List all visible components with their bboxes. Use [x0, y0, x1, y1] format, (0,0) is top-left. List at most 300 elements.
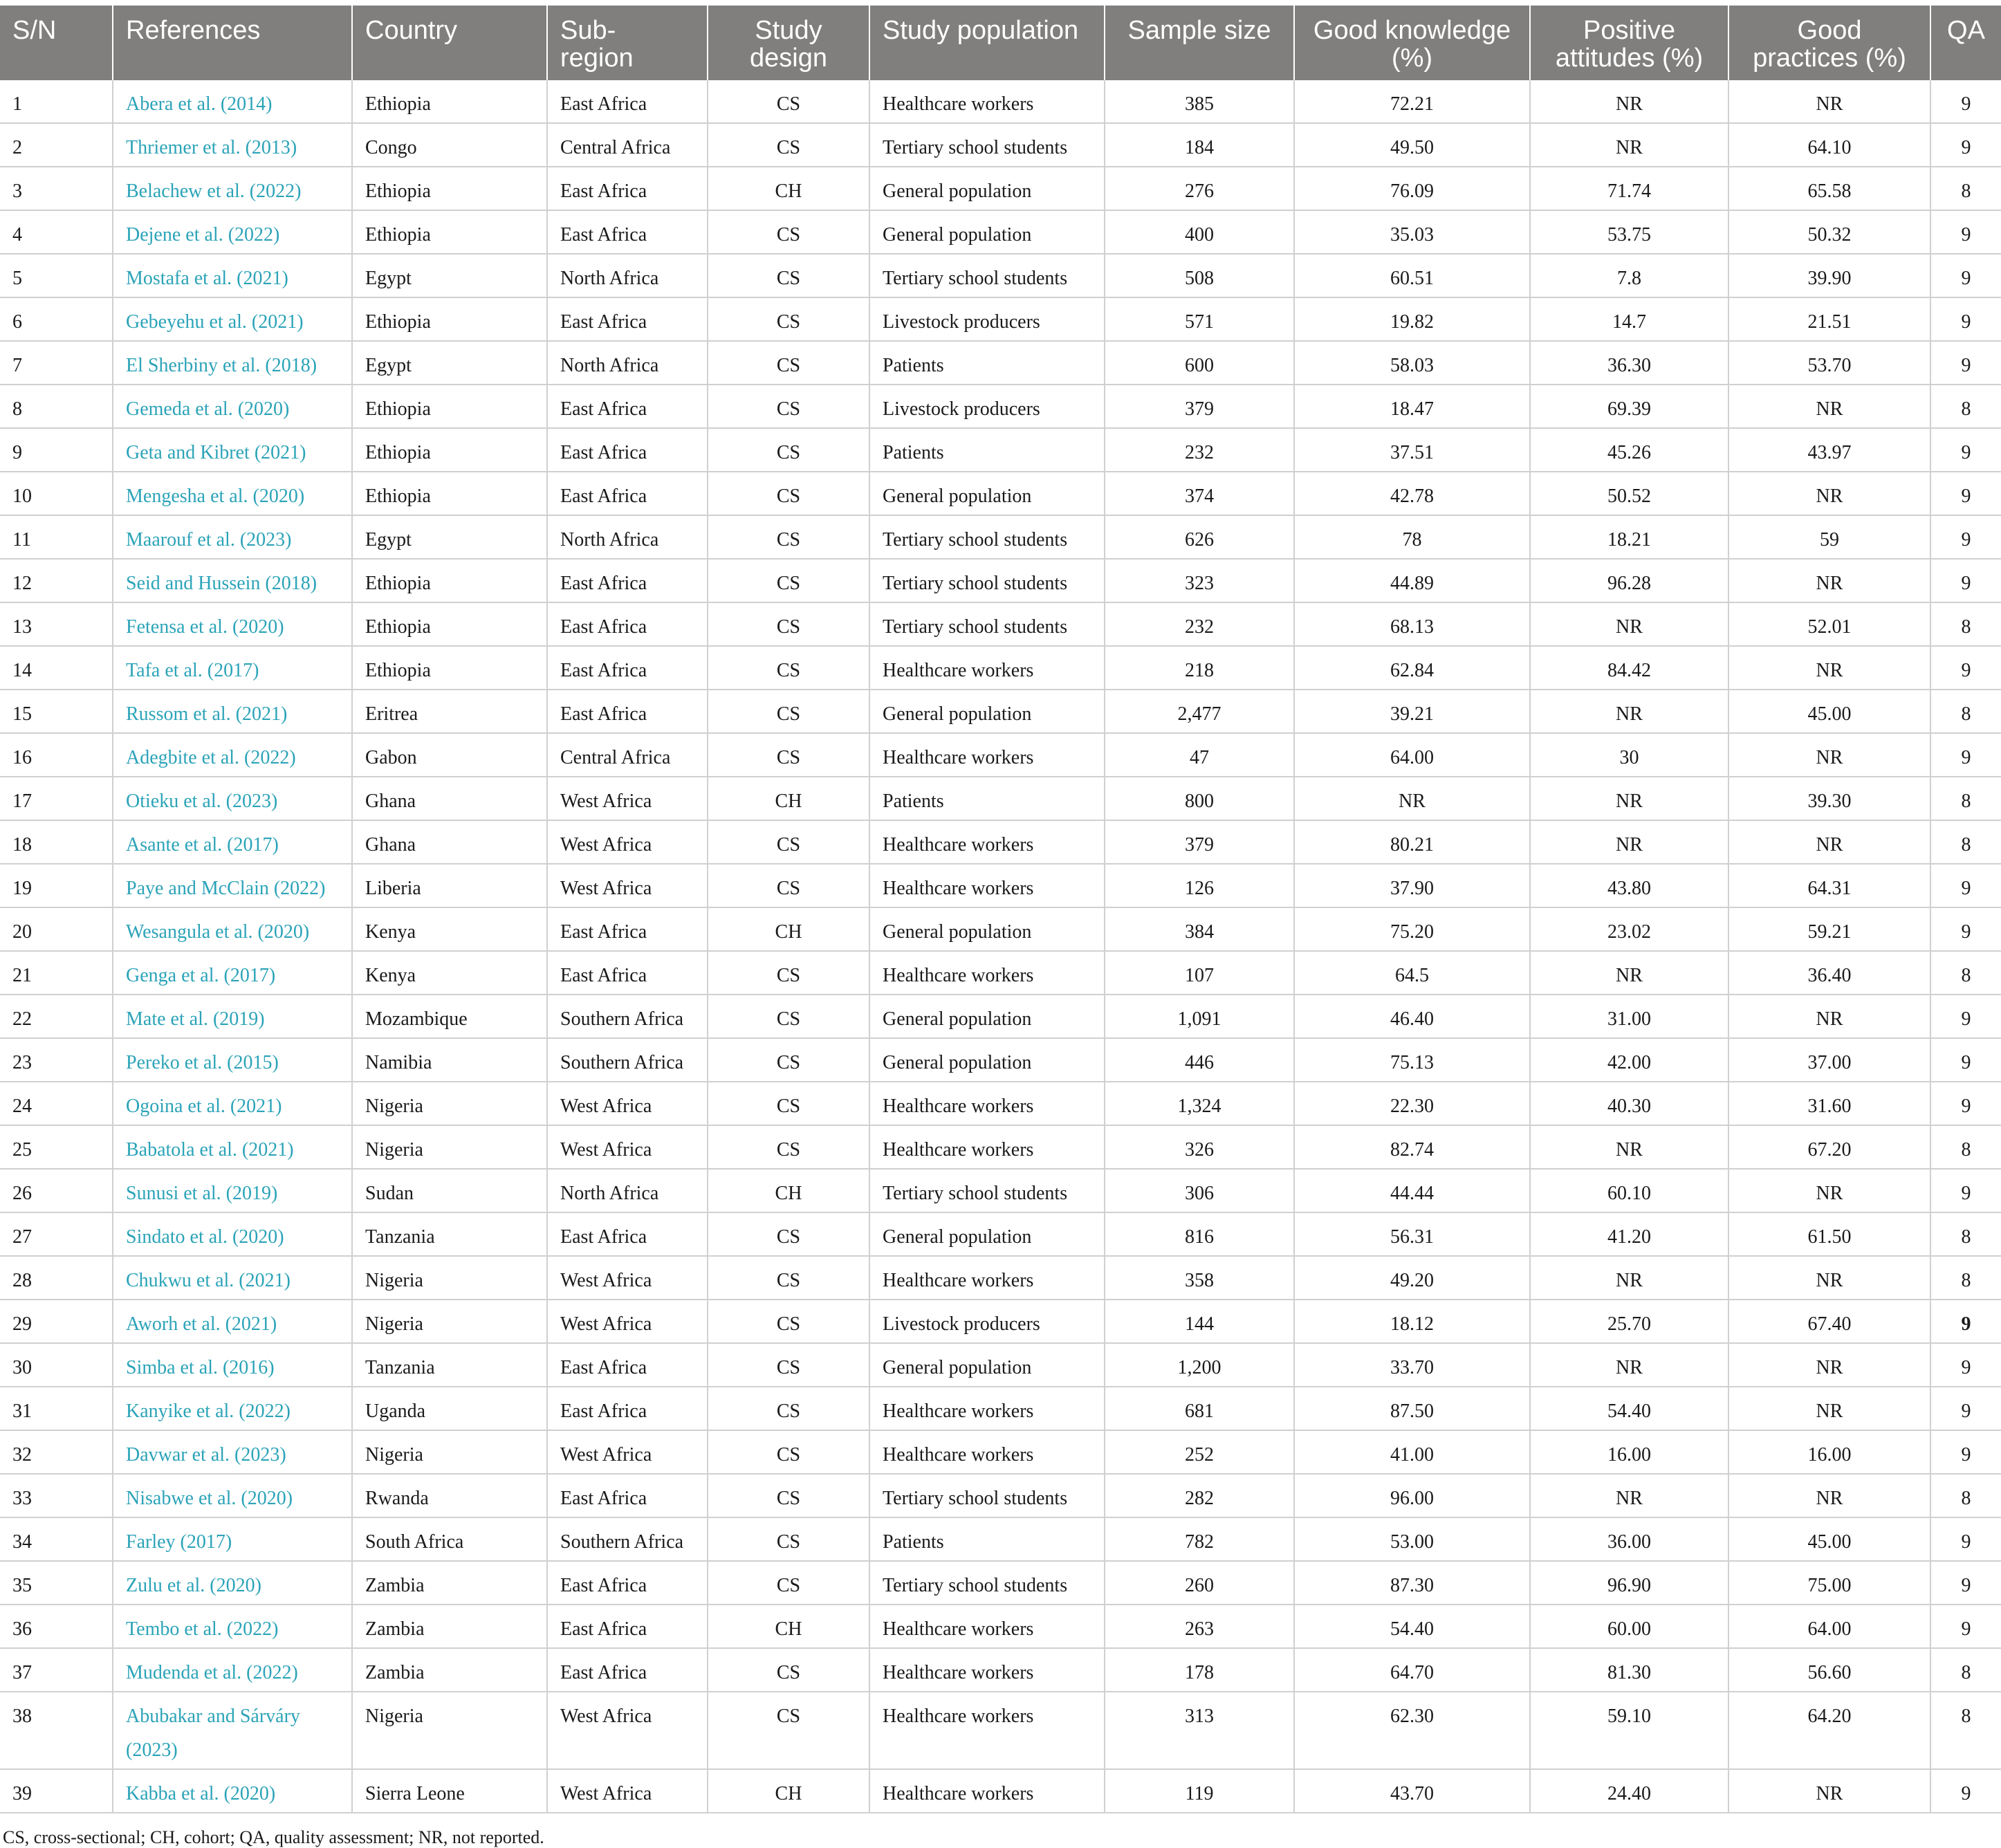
cell-good-practices: 50.32 — [1728, 210, 1930, 254]
cell-qa: 9 — [1930, 80, 2001, 123]
cell-sample-size: 384 — [1105, 907, 1294, 951]
cell-reference[interactable]: Simba et al. (2016) — [113, 1343, 352, 1387]
cell-qa: 8 — [1930, 1256, 2001, 1300]
cell-country: Sierra Leone — [352, 1769, 547, 1813]
cell-country: Sudan — [352, 1169, 547, 1212]
cell-reference[interactable]: Babatola et al. (2021) — [113, 1125, 352, 1169]
cell-sub-region: East Africa — [547, 1474, 708, 1517]
cell-study-population: General population — [869, 1038, 1105, 1082]
cell-study-design: CS — [708, 1648, 869, 1692]
cell-reference[interactable]: El Sherbiny et al. (2018) — [113, 341, 352, 385]
cell-reference[interactable]: Fetensa et al. (2020) — [113, 602, 352, 646]
cell-qa: 9 — [1930, 428, 2001, 472]
cell-qa: 8 — [1930, 1212, 2001, 1256]
table-row — [0, 733, 2001, 777]
cell-sn: 10 — [0, 472, 113, 515]
cell-study-population: Patients — [869, 1517, 1105, 1561]
cell-good-knowledge: 64.5 — [1294, 951, 1530, 995]
cell-reference[interactable]: Tafa et al. (2017) — [113, 646, 352, 690]
cell-sub-region: East Africa — [547, 646, 708, 690]
cell-country: Nigeria — [352, 1692, 547, 1769]
cell-positive-attitudes: 14.7 — [1530, 297, 1728, 341]
cell-reference[interactable]: Gebeyehu et al. (2021) — [113, 297, 352, 341]
cell-study-design: CS — [708, 1692, 869, 1769]
cell-country: Gabon — [352, 733, 547, 777]
cell-sub-region: West Africa — [547, 1082, 708, 1125]
table-body — [0, 80, 2001, 1813]
cell-reference[interactable]: Kanyike et al. (2022) — [113, 1387, 352, 1430]
cell-study-population: Tertiary school students — [869, 254, 1105, 297]
cell-reference[interactable]: Dejene et al. (2022) — [113, 210, 352, 254]
cell-good-knowledge: 68.13 — [1294, 602, 1530, 646]
cell-study-design: CS — [708, 1212, 869, 1256]
cell-study-design: CS — [708, 385, 869, 428]
cell-study-population: Healthcare workers — [869, 1648, 1105, 1692]
cell-sn: 11 — [0, 515, 113, 559]
cell-study-population: Healthcare workers — [869, 1256, 1105, 1300]
cell-positive-attitudes: 60.10 — [1530, 1169, 1728, 1212]
cell-sample-size: 184 — [1105, 123, 1294, 167]
cell-positive-attitudes: NR — [1530, 123, 1728, 167]
cell-reference[interactable]: Aworh et al. (2021) — [113, 1300, 352, 1343]
cell-study-population: General population — [869, 210, 1105, 254]
cell-study-design: CS — [708, 995, 869, 1038]
table-row — [0, 1343, 2001, 1387]
cell-reference[interactable]: Russom et al. (2021) — [113, 690, 352, 733]
cell-sub-region: East Africa — [547, 297, 708, 341]
cell-reference[interactable]: Pereko et al. (2015) — [113, 1038, 352, 1082]
cell-positive-attitudes: NR — [1530, 820, 1728, 864]
cell-country: Namibia — [352, 1038, 547, 1082]
cell-sn: 32 — [0, 1430, 113, 1474]
table-row — [0, 385, 2001, 428]
table-row — [0, 864, 2001, 907]
cell-good-knowledge: 33.70 — [1294, 1343, 1530, 1387]
cell-positive-attitudes: NR — [1530, 1343, 1728, 1387]
cell-sn: 26 — [0, 1169, 113, 1212]
cell-qa: 8 — [1930, 1648, 2001, 1692]
cell-study-design: CS — [708, 297, 869, 341]
cell-sn: 33 — [0, 1474, 113, 1517]
cell-positive-attitudes: 81.30 — [1530, 1648, 1728, 1692]
cell-good-practices: 64.00 — [1728, 1605, 1930, 1648]
cell-sub-region: East Africa — [547, 602, 708, 646]
table-row — [0, 1169, 2001, 1212]
cell-country: Egypt — [352, 515, 547, 559]
cell-country: Nigeria — [352, 1082, 547, 1125]
cell-sample-size: 800 — [1105, 777, 1294, 820]
cell-reference[interactable]: Paye and McClain (2022) — [113, 864, 352, 907]
cell-study-design: CS — [708, 733, 869, 777]
cell-sample-size: 600 — [1105, 341, 1294, 385]
cell-positive-attitudes: NR — [1530, 1256, 1728, 1300]
cell-study-population: Patients — [869, 341, 1105, 385]
table-footnote: CS, cross-sectional; CH, cohort; QA, quality assessment; NR, not reported. — [3, 1827, 544, 1847]
cell-sample-size: 47 — [1105, 733, 1294, 777]
cell-reference[interactable]: Ogoina et al. (2021) — [113, 1082, 352, 1125]
cell-good-knowledge: 53.00 — [1294, 1517, 1530, 1561]
cell-sn: 25 — [0, 1125, 113, 1169]
cell-good-practices: NR — [1728, 995, 1930, 1038]
cell-good-knowledge: 82.74 — [1294, 1125, 1530, 1169]
header-good-practices: Good practices (%) — [1728, 6, 1930, 80]
cell-good-knowledge: 87.50 — [1294, 1387, 1530, 1430]
cell-positive-attitudes: 96.90 — [1530, 1561, 1728, 1605]
cell-positive-attitudes: 50.52 — [1530, 472, 1728, 515]
cell-qa: 9 — [1930, 1769, 2001, 1813]
cell-study-design: CH — [708, 167, 869, 210]
cell-good-practices: 31.60 — [1728, 1082, 1930, 1125]
cell-good-knowledge: 54.40 — [1294, 1605, 1530, 1648]
cell-study-design: CS — [708, 951, 869, 995]
cell-sub-region: West Africa — [547, 1692, 708, 1769]
table-row — [0, 515, 2001, 559]
cell-qa: 9 — [1930, 1300, 2001, 1343]
cell-country: Egypt — [352, 341, 547, 385]
cell-study-design: CS — [708, 690, 869, 733]
cell-sample-size: 232 — [1105, 428, 1294, 472]
header-good-knowledge: Good knowledge (%) — [1294, 6, 1530, 80]
cell-sample-size: 232 — [1105, 602, 1294, 646]
cell-study-population: Tertiary school students — [869, 1169, 1105, 1212]
cell-study-design: CS — [708, 1430, 869, 1474]
cell-sub-region: West Africa — [547, 1256, 708, 1300]
cell-country: Kenya — [352, 951, 547, 995]
cell-study-population: Tertiary school students — [869, 1474, 1105, 1517]
cell-sn: 15 — [0, 690, 113, 733]
cell-positive-attitudes: 18.21 — [1530, 515, 1728, 559]
cell-good-knowledge: 75.20 — [1294, 907, 1530, 951]
cell-good-knowledge: 37.90 — [1294, 864, 1530, 907]
cell-sub-region: North Africa — [547, 254, 708, 297]
cell-country: Congo — [352, 123, 547, 167]
cell-good-practices: NR — [1728, 80, 1930, 123]
cell-good-practices: NR — [1728, 646, 1930, 690]
cell-reference[interactable]: Abera et al. (2014) — [113, 80, 352, 123]
table-row — [0, 1082, 2001, 1125]
cell-country: Ghana — [352, 777, 547, 820]
cell-good-knowledge: 96.00 — [1294, 1474, 1530, 1517]
cell-sub-region: West Africa — [547, 1300, 708, 1343]
cell-reference[interactable]: Mate et al. (2019) — [113, 995, 352, 1038]
cell-sample-size: 681 — [1105, 1387, 1294, 1430]
cell-country: Nigeria — [352, 1256, 547, 1300]
cell-sn: 3 — [0, 167, 113, 210]
cell-country: Uganda — [352, 1387, 547, 1430]
table-row — [0, 907, 2001, 951]
cell-reference[interactable]: Gemeda et al. (2020) — [113, 385, 352, 428]
cell-study-population: Tertiary school students — [869, 123, 1105, 167]
cell-country: Ethiopia — [352, 559, 547, 602]
cell-reference[interactable]: Farley (2017) — [113, 1517, 352, 1561]
cell-positive-attitudes: 60.00 — [1530, 1605, 1728, 1648]
cell-positive-attitudes: 23.02 — [1530, 907, 1728, 951]
cell-positive-attitudes: 96.28 — [1530, 559, 1728, 602]
cell-good-knowledge: 35.03 — [1294, 210, 1530, 254]
cell-study-design: CS — [708, 602, 869, 646]
cell-sn: 20 — [0, 907, 113, 951]
cell-country: Ghana — [352, 820, 547, 864]
cell-sub-region: North Africa — [547, 515, 708, 559]
cell-study-population: Healthcare workers — [869, 1125, 1105, 1169]
cell-qa: 8 — [1930, 167, 2001, 210]
cell-country: Zambia — [352, 1648, 547, 1692]
cell-reference[interactable]: Maarouf et al. (2023) — [113, 515, 352, 559]
cell-country: Ethiopia — [352, 297, 547, 341]
cell-sub-region: Central Africa — [547, 123, 708, 167]
cell-good-practices: 52.01 — [1728, 602, 1930, 646]
cell-good-practices: NR — [1728, 472, 1930, 515]
header-references: References — [113, 6, 352, 80]
cell-country: Liberia — [352, 864, 547, 907]
table-row — [0, 951, 2001, 995]
cell-sn: 23 — [0, 1038, 113, 1082]
cell-good-practices: 16.00 — [1728, 1430, 1930, 1474]
cell-sample-size: 126 — [1105, 864, 1294, 907]
cell-reference[interactable]: Davwar et al. (2023) — [113, 1430, 352, 1474]
cell-study-population: Tertiary school students — [869, 559, 1105, 602]
cell-good-practices: 56.60 — [1728, 1648, 1930, 1692]
header-sub-region: Sub- region — [547, 6, 708, 80]
cell-country: Nigeria — [352, 1125, 547, 1169]
cell-qa: 9 — [1930, 254, 2001, 297]
cell-good-knowledge: 49.20 — [1294, 1256, 1530, 1300]
cell-qa: 9 — [1930, 1038, 2001, 1082]
cell-positive-attitudes: 40.30 — [1530, 1082, 1728, 1125]
cell-study-population: Livestock producers — [869, 385, 1105, 428]
cell-country: Ethiopia — [352, 472, 547, 515]
cell-study-population: General population — [869, 995, 1105, 1038]
table-row — [0, 1474, 2001, 1517]
header-qa: QA — [1930, 6, 2001, 80]
cell-good-practices: 36.40 — [1728, 951, 1930, 995]
cell-sn: 29 — [0, 1300, 113, 1343]
cell-sn: 14 — [0, 646, 113, 690]
cell-reference[interactable]: Belachew et al. (2022) — [113, 167, 352, 210]
cell-qa: 8 — [1930, 690, 2001, 733]
cell-reference[interactable]: Mostafa et al. (2021) — [113, 254, 352, 297]
cell-sample-size: 374 — [1105, 472, 1294, 515]
cell-sn: 6 — [0, 297, 113, 341]
cell-good-knowledge: 62.30 — [1294, 1692, 1530, 1769]
cell-good-knowledge: 37.51 — [1294, 428, 1530, 472]
header-positive-attitudes: Positive attitudes (%) — [1530, 6, 1728, 80]
cell-good-knowledge: 49.50 — [1294, 123, 1530, 167]
cell-good-practices: 53.70 — [1728, 341, 1930, 385]
cell-good-practices: 75.00 — [1728, 1561, 1930, 1605]
cell-sn: 36 — [0, 1605, 113, 1648]
cell-reference[interactable]: Zulu et al. (2020) — [113, 1561, 352, 1605]
cell-positive-attitudes: NR — [1530, 777, 1728, 820]
cell-reference[interactable]: Sunusi et al. (2019) — [113, 1169, 352, 1212]
cell-reference[interactable]: Tembo et al. (2022) — [113, 1605, 352, 1648]
cell-reference[interactable]: Mudenda et al. (2022) — [113, 1648, 352, 1692]
cell-sub-region: West Africa — [547, 820, 708, 864]
cell-sn: 35 — [0, 1561, 113, 1605]
cell-sample-size: 260 — [1105, 1561, 1294, 1605]
cell-study-population: General population — [869, 472, 1105, 515]
cell-reference[interactable]: Seid and Hussein (2018) — [113, 559, 352, 602]
cell-sn: 28 — [0, 1256, 113, 1300]
cell-country: Ethiopia — [352, 602, 547, 646]
cell-sample-size: 571 — [1105, 297, 1294, 341]
cell-country: Rwanda — [352, 1474, 547, 1517]
cell-good-knowledge: 43.70 — [1294, 1769, 1530, 1813]
cell-reference[interactable]: Geta and Kibret (2021) — [113, 428, 352, 472]
cell-reference[interactable]: Thriemer et al. (2013) — [113, 123, 352, 167]
cell-good-practices: NR — [1728, 1387, 1930, 1430]
cell-good-practices: 21.51 — [1728, 297, 1930, 341]
cell-sample-size: 1,091 — [1105, 995, 1294, 1038]
cell-study-population: General population — [869, 907, 1105, 951]
cell-sub-region: East Africa — [547, 428, 708, 472]
cell-study-population: Healthcare workers — [869, 951, 1105, 995]
cell-reference[interactable]: Adegbite et al. (2022) — [113, 733, 352, 777]
cell-good-knowledge: 44.89 — [1294, 559, 1530, 602]
cell-country: Kenya — [352, 907, 547, 951]
cell-good-practices: 43.97 — [1728, 428, 1930, 472]
cell-qa: 9 — [1930, 1169, 2001, 1212]
cell-sub-region: East Africa — [547, 1561, 708, 1605]
cell-sample-size: 107 — [1105, 951, 1294, 995]
cell-study-design: CH — [708, 1769, 869, 1813]
cell-reference[interactable]: Asante et al. (2017) — [113, 820, 352, 864]
cell-positive-attitudes: 84.42 — [1530, 646, 1728, 690]
cell-positive-attitudes: 16.00 — [1530, 1430, 1728, 1474]
cell-study-population: Healthcare workers — [869, 1605, 1105, 1648]
cell-good-practices: 45.00 — [1728, 1517, 1930, 1561]
cell-sample-size: 379 — [1105, 385, 1294, 428]
cell-good-knowledge: NR — [1294, 777, 1530, 820]
cell-study-design: CH — [708, 907, 869, 951]
cell-good-knowledge: 87.30 — [1294, 1561, 1530, 1605]
cell-sn: 4 — [0, 210, 113, 254]
table-row — [0, 777, 2001, 820]
cell-positive-attitudes: NR — [1530, 602, 1728, 646]
cell-sample-size: 178 — [1105, 1648, 1294, 1692]
cell-sub-region: Southern Africa — [547, 995, 708, 1038]
cell-reference[interactable]: Otieku et al. (2023) — [113, 777, 352, 820]
cell-sn: 34 — [0, 1517, 113, 1561]
cell-sample-size: 782 — [1105, 1517, 1294, 1561]
cell-sub-region: East Africa — [547, 1387, 708, 1430]
cell-study-population: Healthcare workers — [869, 864, 1105, 907]
cell-study-design: CS — [708, 254, 869, 297]
cell-good-practices: NR — [1728, 1769, 1930, 1813]
cell-sample-size: 323 — [1105, 559, 1294, 602]
cell-qa: 9 — [1930, 907, 2001, 951]
cell-sample-size: 1,324 — [1105, 1082, 1294, 1125]
cell-study-population: Healthcare workers — [869, 733, 1105, 777]
cell-reference[interactable]: Kabba et al. (2020) — [113, 1769, 352, 1813]
cell-study-design: CS — [708, 515, 869, 559]
cell-positive-attitudes: NR — [1530, 951, 1728, 995]
cell-sub-region: West Africa — [547, 1125, 708, 1169]
table-row — [0, 1430, 2001, 1474]
cell-country: Mozambique — [352, 995, 547, 1038]
cell-reference[interactable]: Sindato et al. (2020) — [113, 1212, 352, 1256]
table-header-row — [0, 6, 2001, 80]
table-row — [0, 820, 2001, 864]
cell-study-design: CS — [708, 1561, 869, 1605]
cell-sn: 19 — [0, 864, 113, 907]
cell-reference[interactable]: Nisabwe et al. (2020) — [113, 1474, 352, 1517]
cell-sample-size: 2,477 — [1105, 690, 1294, 733]
table-row — [0, 123, 2001, 167]
cell-qa: 9 — [1930, 864, 2001, 907]
cell-study-design: CS — [708, 210, 869, 254]
table-row — [0, 602, 2001, 646]
cell-qa: 9 — [1930, 341, 2001, 385]
cell-positive-attitudes: 54.40 — [1530, 1387, 1728, 1430]
cell-reference[interactable]: Chukwu et al. (2021) — [113, 1256, 352, 1300]
cell-sn: 37 — [0, 1648, 113, 1692]
cell-study-design: CH — [708, 1169, 869, 1212]
studies-table — [0, 6, 2001, 1813]
cell-study-population: Patients — [869, 777, 1105, 820]
cell-qa: 9 — [1930, 1517, 2001, 1561]
cell-good-practices: 45.00 — [1728, 690, 1930, 733]
cell-good-knowledge: 56.31 — [1294, 1212, 1530, 1256]
cell-qa: 9 — [1930, 995, 2001, 1038]
cell-reference[interactable]: Abubakar and Sárváry (2023) — [113, 1692, 352, 1769]
cell-country: Tanzania — [352, 1343, 547, 1387]
cell-good-practices: 67.20 — [1728, 1125, 1930, 1169]
cell-sub-region: Southern Africa — [547, 1517, 708, 1561]
cell-positive-attitudes: NR — [1530, 1125, 1728, 1169]
cell-sub-region: West Africa — [547, 1430, 708, 1474]
cell-positive-attitudes: 69.39 — [1530, 385, 1728, 428]
cell-sn: 22 — [0, 995, 113, 1038]
cell-reference[interactable]: Genga et al. (2017) — [113, 951, 352, 995]
cell-reference[interactable]: Wesangula et al. (2020) — [113, 907, 352, 951]
table-row — [0, 210, 2001, 254]
cell-positive-attitudes: NR — [1530, 690, 1728, 733]
cell-sample-size: 446 — [1105, 1038, 1294, 1082]
cell-country: Ethiopia — [352, 646, 547, 690]
header-study-population: Study population — [869, 6, 1105, 80]
cell-study-design: CH — [708, 1605, 869, 1648]
cell-sample-size: 626 — [1105, 515, 1294, 559]
cell-qa: 9 — [1930, 559, 2001, 602]
cell-study-design: CS — [708, 1300, 869, 1343]
cell-country: Ethiopia — [352, 80, 547, 123]
cell-study-design: CS — [708, 1082, 869, 1125]
cell-study-population: Tertiary school students — [869, 602, 1105, 646]
cell-study-design: CS — [708, 428, 869, 472]
cell-good-knowledge: 22.30 — [1294, 1082, 1530, 1125]
cell-country: South Africa — [352, 1517, 547, 1561]
cell-good-knowledge: 62.84 — [1294, 646, 1530, 690]
cell-sample-size: 508 — [1105, 254, 1294, 297]
cell-sample-size: 282 — [1105, 1474, 1294, 1517]
cell-study-population: Healthcare workers — [869, 80, 1105, 123]
table-row — [0, 472, 2001, 515]
cell-qa: 8 — [1930, 385, 2001, 428]
cell-study-design: CS — [708, 864, 869, 907]
cell-good-practices: 64.20 — [1728, 1692, 1930, 1769]
cell-good-practices: 59 — [1728, 515, 1930, 559]
cell-positive-attitudes: 41.20 — [1530, 1212, 1728, 1256]
cell-study-design: CS — [708, 472, 869, 515]
table-row — [0, 297, 2001, 341]
cell-good-knowledge: 58.03 — [1294, 341, 1530, 385]
cell-reference[interactable]: Mengesha et al. (2020) — [113, 472, 352, 515]
cell-sn: 13 — [0, 602, 113, 646]
cell-positive-attitudes: 7.8 — [1530, 254, 1728, 297]
cell-country: Egypt — [352, 254, 547, 297]
cell-qa: 9 — [1930, 297, 2001, 341]
